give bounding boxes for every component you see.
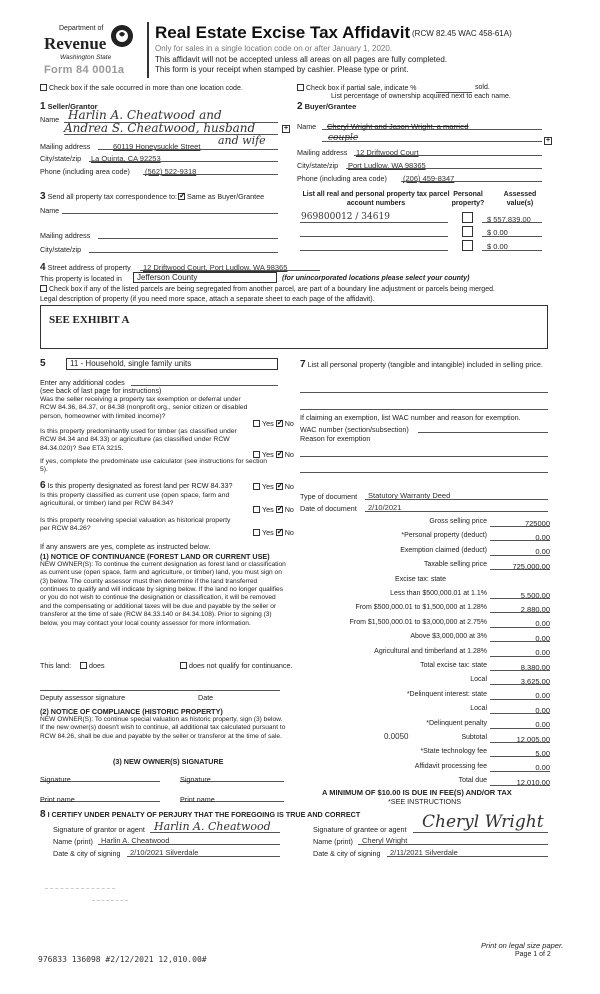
sec5-q2-no[interactable] bbox=[276, 451, 283, 458]
cashier-stamp: 976833 136098 #2/12/2021 12,010.00# bbox=[38, 955, 207, 964]
reason-label: Reason for exemption bbox=[300, 434, 371, 443]
tax-row-label: Subtotal bbox=[461, 734, 487, 741]
legal-description-text: SEE EXHIBIT A bbox=[49, 314, 130, 326]
header-line-2: This affidavit will not be accepted unless all areas on all pages are fully completed. bbox=[155, 55, 448, 64]
land-does-checkbox[interactable] bbox=[80, 662, 87, 669]
boundary-checkbox[interactable] bbox=[40, 285, 47, 292]
tax-row-value[interactable]: 2,880.00 bbox=[520, 604, 550, 614]
form-title: Real Estate Excise Tax Affidavit bbox=[155, 23, 411, 42]
tax-row-value[interactable]: 12,010.00 bbox=[516, 777, 550, 787]
sec6-q1: 6 Is this property designated as forest land per RCW 84.33? bbox=[40, 480, 233, 491]
sec6-if-yes: If any answers are yes, complete as instructed below. bbox=[40, 542, 211, 551]
seller-phone[interactable]: (562) 522-9318 bbox=[145, 167, 197, 176]
sec5-q2-yes[interactable] bbox=[253, 451, 260, 458]
tax-row-label: Taxable selling price bbox=[423, 561, 487, 569]
buyer-addr[interactable]: 12 Driftwood Court bbox=[356, 148, 419, 157]
grantor-date[interactable]: 2/10/2021 Silverdale bbox=[130, 848, 199, 857]
seller-city-label: City/state/zip bbox=[40, 154, 82, 163]
parcel-row-1-value[interactable]: $ 557,839.00 bbox=[487, 215, 531, 224]
seller-name-label: Name bbox=[40, 115, 60, 124]
sec5-q1-yn[interactable]: Yes ✓ No bbox=[253, 419, 294, 428]
tax-row-value[interactable]: 0.00 bbox=[535, 691, 550, 701]
header-line-1: Only for sales in a single location code on or after January 1, 2020. bbox=[155, 44, 393, 53]
tax-row-value[interactable]: 0.00 bbox=[535, 532, 550, 542]
tax-row-label: Above $3,000,000 at 3% bbox=[410, 633, 487, 641]
sec5-q1: Was the seller receiving a property tax exemption or deferral under RCW 84.36, 84.37, or 84.38 (nonprofit org., senior citizen or disabled person, homeowner with limited income)? bbox=[40, 396, 248, 420]
sec6-q3-no[interactable] bbox=[276, 529, 283, 536]
seller-addr[interactable]: 60119 Honeysuckle Street bbox=[113, 142, 201, 151]
county-select[interactable]: Jefferson County bbox=[133, 272, 277, 283]
tax-row-label: Local bbox=[470, 676, 487, 684]
grantor-sig-label: Signature of grantor or agent bbox=[53, 825, 145, 834]
sec6-q1-yn[interactable]: Yes ✓ No bbox=[253, 482, 294, 491]
buyer-name-1[interactable]: Cheryl Wright and Jason Wright, a married bbox=[327, 122, 469, 131]
minimum-notice: A MINIMUM OF $10.00 IS DUE IN FEE(S) AND/OR TAX bbox=[322, 788, 512, 797]
grantee-name[interactable]: Cheryl Wright bbox=[362, 836, 408, 845]
tax-row-value[interactable]: 0.00 bbox=[535, 720, 550, 730]
partial-sold-label: sold. bbox=[475, 84, 490, 91]
sec6-q1-no[interactable] bbox=[276, 483, 283, 490]
seller-heading: 1 Seller/Grantor bbox=[40, 101, 98, 112]
see-instructions: *SEE INSTRUCTIONS bbox=[388, 797, 462, 806]
tax-row-label: Exemption claimed (deduct) bbox=[400, 546, 487, 554]
tax-row-value[interactable]: 0.00 bbox=[535, 619, 550, 629]
legal-desc-label: Legal description of property (if you need more space, attach a separate sheet to each page of the affidavit). bbox=[40, 296, 375, 303]
county-note: (for unincorporated locations please select your county) bbox=[282, 275, 470, 282]
tax-row-value[interactable]: 0.00 bbox=[535, 633, 550, 643]
tax-row-value[interactable]: 8,380.00 bbox=[520, 662, 550, 672]
grantee-name-label: Name (print) bbox=[313, 837, 353, 846]
sec6-q2: Is this property classified as current use (open space, farm and agricultural, or timber) land per RCW 84.34? bbox=[40, 492, 230, 508]
tax-row-value[interactable]: 0.00 bbox=[535, 705, 550, 715]
header-line-3: This form is your receipt when stamped by cashier. Please type or print. bbox=[155, 65, 409, 74]
parcel-row-1-personal[interactable] bbox=[462, 212, 473, 223]
tax-row-value[interactable]: 12,005.00 bbox=[516, 734, 550, 744]
buyer-heading: 2 Buyer/Grantee bbox=[297, 101, 357, 112]
notice-2-text: NEW OWNER(S): To continue special valuation as historic property, sign (3) below. If the new owner(s) doesn't wish to continue, all additional tax calculated pursuant to RCW 84.26, shall be due and payable by the seller or transferor at the time of sale. bbox=[40, 716, 286, 740]
see-back-note: (see back of last page for instructions) bbox=[40, 386, 162, 395]
logo-state: Washington State bbox=[60, 54, 112, 61]
tax-row-value[interactable]: 0.00 bbox=[535, 648, 550, 658]
same-as-buyer-checkbox[interactable] bbox=[178, 193, 185, 200]
multi-location-label: Check box if the sale occurred in more than one location code. bbox=[49, 85, 243, 92]
doc-type[interactable]: Statutory Warranty Deed bbox=[368, 491, 451, 500]
tax-row-value[interactable]: 0.00 bbox=[535, 547, 550, 557]
sec6-q3-yes[interactable] bbox=[253, 529, 260, 536]
grantor-name[interactable]: Harlin A. Cheatwood bbox=[101, 836, 170, 845]
additional-codes-label: Enter any additional codes bbox=[40, 378, 125, 387]
grantor-name-label: Name (print) bbox=[53, 837, 93, 846]
tax-row-value[interactable]: 0.00 bbox=[535, 763, 550, 773]
legal-paper-note: Print on legal size paper. bbox=[481, 941, 564, 950]
wa-seal-icon bbox=[110, 24, 134, 48]
sec5-q1-no[interactable] bbox=[276, 420, 283, 427]
notice-3-title: (3) NEW OWNER(S) SIGNATURE bbox=[113, 757, 224, 766]
sec6-q3: Is this property receiving special valuation as historical property per RCW 84.26? bbox=[40, 517, 231, 533]
deputy-sig-label: Deputy assessor signature bbox=[40, 693, 126, 702]
tax-row-value[interactable]: 725000 bbox=[524, 518, 550, 528]
sec5-q2: Is this property predominantly used for timber (as classified under RCW 84.34 and 84.33) or agriculture (as classified under RCW 84.34.020)? See ETA 3215. bbox=[40, 428, 237, 452]
sec3-heading: 3 Send all property tax correspondence to:✓ Same as Buyer/Grantee bbox=[40, 191, 264, 204]
grantor-date-label: Date & city of signing bbox=[53, 849, 121, 858]
page-number: Page 1 of 2 bbox=[515, 951, 551, 958]
land-use-code-select[interactable]: 11 - Household, single family units bbox=[66, 358, 278, 370]
buyer-phone-label: Phone (including area code) bbox=[297, 174, 387, 183]
sec5-num: 5 bbox=[40, 358, 46, 369]
buyer-addr-label: Mailing address bbox=[297, 148, 348, 157]
certify-statement: 8 I CERTIFY UNDER PENALTY OF PERJURY THAT THE FOREGOING IS TRUE AND CORRECT bbox=[40, 809, 361, 820]
tax-row-label: *Personal property (deduct) bbox=[401, 532, 487, 540]
parcel-header: List all real and personal property tax parcel account numbers bbox=[302, 191, 450, 207]
grantor-signature[interactable]: Harlin A. Cheatwood bbox=[154, 820, 271, 833]
sec5-q1-yes[interactable] bbox=[253, 420, 260, 427]
legal-description-box[interactable] bbox=[40, 305, 548, 349]
sec6-q2-yn[interactable]: Yes ✓ No bbox=[253, 505, 294, 514]
new-owner-sig-1: Signature bbox=[40, 775, 71, 784]
tax-row-label: Total excise tax: state bbox=[420, 662, 487, 669]
this-land-label: This land: bbox=[40, 661, 72, 670]
seller-phone-label: Phone (including area code) bbox=[40, 167, 130, 176]
sec6-q2-no[interactable] bbox=[276, 506, 283, 513]
partial-sale-label: Check box if partial sale, indicate % bbox=[306, 85, 417, 92]
notice-2-title: (2) NOTICE OF COMPLIANCE (HISTORIC PROPERTY) bbox=[40, 707, 223, 716]
tax-row-label: Affidavit processing fee bbox=[414, 762, 487, 770]
seller-name-1[interactable]: Harlin A. Cheatwood and bbox=[68, 108, 222, 122]
buyer-add-button[interactable]: + bbox=[545, 137, 551, 144]
grantee-signature[interactable]: Cheryl Wright bbox=[422, 812, 544, 832]
land-does[interactable]: does bbox=[80, 661, 105, 670]
logo-revenue: Revenue bbox=[44, 34, 107, 53]
sec6-q3-yn[interactable]: Yes ✓ No bbox=[253, 528, 294, 537]
parcel-row-3-personal[interactable] bbox=[462, 240, 473, 251]
form-rcw: (RCW 82.45 WAC 458-61A) bbox=[412, 29, 512, 38]
tax-row-label: Excise tax: state bbox=[395, 575, 446, 583]
personal-header: Personal property? bbox=[451, 191, 485, 207]
doc-date-label: Date of document bbox=[300, 504, 357, 513]
exemption-label: If claiming an exemption, list WAC number and reason for exemption. bbox=[300, 413, 521, 422]
sec6-q2-yes[interactable] bbox=[253, 506, 260, 513]
county-label: This property is located in bbox=[40, 274, 122, 283]
multi-location-checkbox[interactable] bbox=[40, 84, 47, 91]
seller-name-3[interactable]: and wife bbox=[218, 134, 266, 147]
tax-row-label: *Delinquent interest: state bbox=[406, 690, 487, 698]
land-does-not-checkbox[interactable] bbox=[180, 662, 187, 669]
tax-row-value[interactable]: 3,625.00 bbox=[520, 676, 550, 686]
doc-date[interactable]: 2/10/2021 bbox=[368, 503, 402, 512]
tax-row-label: Gross selling price bbox=[429, 518, 487, 525]
tax-row-value[interactable]: 5.00 bbox=[535, 748, 550, 758]
land-does-not-label[interactable]: does not qualify for continuance. bbox=[180, 661, 293, 670]
sec4-street-row: 4 Street address of property bbox=[40, 262, 131, 273]
local-rate[interactable]: 0.0050 bbox=[384, 732, 409, 741]
seller-name-2[interactable]: Andrea S. Cheatwood, husband bbox=[64, 121, 256, 135]
deputy-date-label: Date bbox=[198, 693, 214, 702]
buyer-name-2[interactable]: couple bbox=[328, 133, 359, 143]
logo-dept: Department of bbox=[59, 25, 104, 32]
doc-type-label: Type of document bbox=[300, 492, 358, 501]
tax-row-label: Local bbox=[470, 705, 487, 713]
sec5-q2b: If yes, complete the predominate use calculator (see instructions for section 5). bbox=[40, 458, 268, 474]
tax-row-label: From $1,500,000.01 to $3,000,000 at 2.75% bbox=[349, 618, 487, 626]
seller-add-button[interactable]: + bbox=[283, 125, 289, 132]
seller-city[interactable]: La Quinta, CA 92253 bbox=[91, 154, 161, 163]
multi-location-check[interactable] bbox=[40, 84, 243, 94]
dor-logo bbox=[40, 22, 140, 84]
parcel-row-1-num[interactable]: 969800012 / 34619 bbox=[301, 212, 390, 222]
new-owner-print-2: Print name bbox=[180, 795, 215, 804]
partial-sale-checkbox[interactable] bbox=[297, 84, 304, 91]
sec3-city-label: City/state/zip bbox=[40, 245, 82, 254]
buyer-city[interactable]: Port Ludlow, WA 98365 bbox=[348, 161, 426, 170]
notice-1-title: (1) NOTICE OF CONTINUANCE (FOREST LAND OR CURRENT USE) bbox=[40, 552, 270, 561]
sec5-q2-yn[interactable]: Yes ✓ No bbox=[253, 450, 294, 459]
buyer-phone[interactable]: (206) 459-8347 bbox=[403, 174, 455, 183]
notice-1-text: NEW OWNER(S): To continue the current designation as forest land or classification as current use (open space, farm and agriculture, or timber) land, you must sign on (3) below. The county assessor must then determine if the land transferred continues to qualify and will indicate by signing below. If the land no longer qualifies or you do not wish to continue the designation or classification, it will be removed and the compensating or additional taxes will be due and payable by the seller or transferor at the time of sale (RCW 84.33.140 or 84.34.108). Prior to signing (3) below, you may contact your local county assessor for more information. bbox=[40, 561, 286, 627]
grantee-date[interactable]: 2/11/2021 Silverdale bbox=[390, 848, 458, 857]
tax-row-label: *State technology fee bbox=[420, 748, 487, 756]
parcel-row-2-personal[interactable] bbox=[462, 226, 473, 237]
tax-row-label: From $500,000.01 to $1,500,000 at 1.28% bbox=[355, 604, 487, 612]
tax-row-label: Less than $500,000.01 at 1.1% bbox=[390, 590, 487, 597]
tax-row-label: Total due bbox=[458, 777, 487, 785]
grantee-sig-label: Signature of grantee or agent bbox=[313, 825, 407, 834]
sec3-addr-label: Mailing address bbox=[40, 231, 91, 240]
assessed-header: Assessed value(s) bbox=[503, 191, 537, 207]
grantee-date-label: Date & city of signing bbox=[313, 849, 381, 858]
new-owner-print-1: Print name bbox=[40, 795, 75, 804]
tax-row-value[interactable]: 5,500.00 bbox=[520, 590, 550, 600]
buyer-name-label: Name bbox=[297, 122, 317, 131]
tax-row-label: Agricultural and timberland at 1.28% bbox=[374, 647, 487, 655]
sec7-text: 7 List all personal property (tangible and intangible) included in selling price. bbox=[300, 359, 543, 370]
tax-row-value[interactable]: 725,000.00 bbox=[512, 561, 550, 571]
form-number: Form 84 0001a bbox=[44, 64, 125, 76]
ownership-note: List percentage of ownership acquired next to each name. bbox=[331, 93, 511, 100]
parcel-row-3-value[interactable]: $ 0.00 bbox=[487, 242, 508, 251]
seller-addr-label: Mailing address bbox=[40, 142, 91, 151]
new-owner-sig-2: Signature bbox=[180, 775, 211, 784]
tax-row-label: *Delinquent penalty bbox=[426, 719, 487, 727]
wac-label: WAC number (section/subsection) bbox=[300, 425, 409, 434]
boundary-check[interactable]: Check box if any of the listed parcels are being segregated from another parcel, are part of a boundary line adjustment or parcels being merged. bbox=[40, 285, 495, 295]
parcel-row-2-value[interactable]: $ 0.00 bbox=[487, 228, 508, 237]
sec6-q1-yes[interactable] bbox=[253, 483, 260, 490]
property-street[interactable]: 12 Driftwood Court, Port Ludlow, WA 98365 bbox=[143, 263, 288, 272]
sec3-name-label: Name bbox=[40, 206, 60, 215]
buyer-city-label: City/state/zip bbox=[297, 161, 339, 170]
